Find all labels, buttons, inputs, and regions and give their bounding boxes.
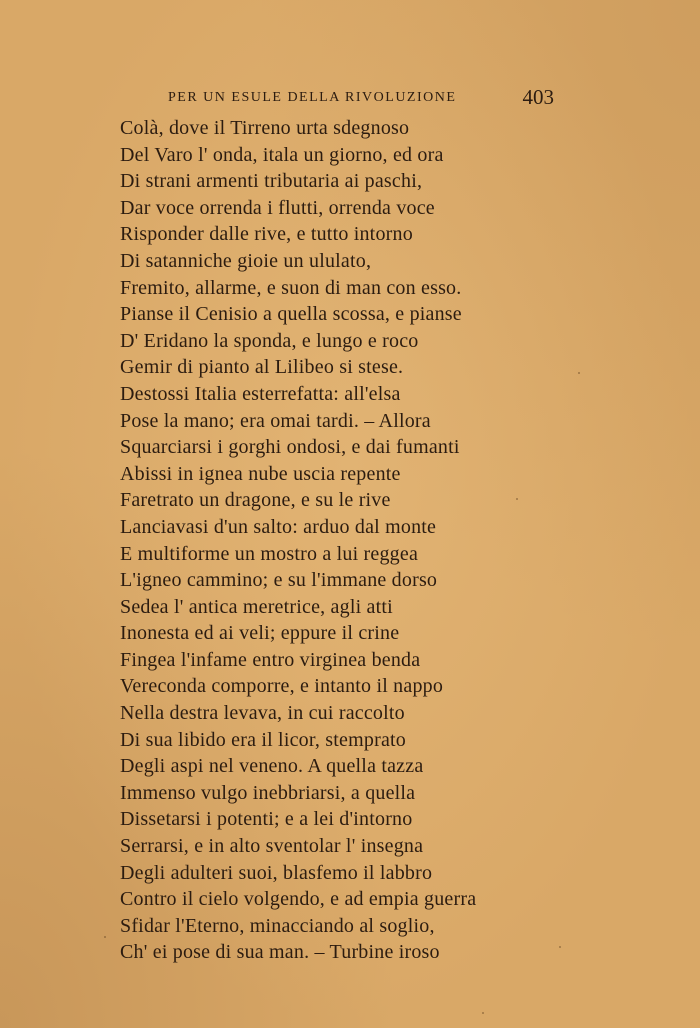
poem-line: Di sua libido era il licor, stemprato xyxy=(120,728,406,751)
poem-line: Ch' ei pose di sua man. – Turbine iroso xyxy=(120,941,440,964)
paper-speck xyxy=(578,372,580,374)
poem-line: E multiforme un mostro a lui reggea xyxy=(120,542,419,565)
poem-line: Dissetarsi i potenti; e a lei d'intorno xyxy=(120,808,413,831)
poem-line: Di satanniche gioie un ululato, xyxy=(120,249,372,272)
header-title: PER UN ESULE DELLA RIVOLUZIONE xyxy=(168,90,457,105)
running-head xyxy=(168,85,558,109)
poem-line: Fremito, allarme, e suon di man con esso. xyxy=(120,276,462,299)
poem-line: Nella destra levava, in cui raccolto xyxy=(120,702,405,725)
poem-line: Dar voce orrenda i flutti, orrenda voce xyxy=(120,196,435,219)
poem-line: Pose la mano; era omai tardi. – Allora xyxy=(120,409,431,432)
poem-line: Destossi Italia esterrefatta: all'elsa xyxy=(120,382,401,405)
paper-speck xyxy=(482,1012,484,1014)
poem-line: Pianse il Cenisio a quella scossa, e pianse xyxy=(120,303,462,326)
poem-line: Inonesta ed ai veli; eppure il crine xyxy=(120,622,400,645)
poem-line: Vereconda comporre, e intanto il nappo xyxy=(120,675,444,698)
paper-speck xyxy=(559,946,561,948)
poem-text xyxy=(120,115,560,966)
poem-line: Lanciavasi d'un salto: arduo dal monte xyxy=(120,515,437,538)
poem-line: Sfidar l'Eterno, minacciando al soglio, xyxy=(120,914,435,937)
poem-line: Gemir di pianto al Lilibeo si stese. xyxy=(120,356,404,379)
poem-line: Di strani armenti tributaria ai paschi, xyxy=(120,170,423,193)
poem-line: Serrarsi, e in alto sventolar l' insegna xyxy=(120,835,424,858)
poem-line: Immenso vulgo inebbriarsi, a quella xyxy=(120,781,416,804)
poem-line: Degli adulteri suoi, blasfemo il labbro xyxy=(120,861,433,884)
poem-line: Risponder dalle rive, e tutto intorno xyxy=(120,223,413,246)
poem-line: Del Varo l' onda, itala un giorno, ed ora xyxy=(120,143,444,166)
poem-line: Degli aspi nel veneno. A quella tazza xyxy=(120,755,424,778)
paper-speck xyxy=(516,498,518,500)
poem-line: Fingea l'infame entro virginea benda xyxy=(120,648,421,671)
poem-line: Squarciarsi i gorghi ondosi, e dai fumanti xyxy=(120,436,460,459)
poem-line: D' Eridano la sponda, e lungo e roco xyxy=(120,329,419,352)
poem-line: L'igneo cammino; e su l'immane dorso xyxy=(120,569,438,592)
poem-line: Faretrato un dragone, e su le rive xyxy=(120,489,391,512)
poem-line: Contro il cielo volgendo, e ad empia guerra xyxy=(120,888,477,911)
page-number: 403 xyxy=(522,85,554,109)
paper-speck xyxy=(104,936,106,938)
poem-line: Sedea l' antica meretrice, agli atti xyxy=(120,595,393,618)
poem-line: Colà, dove il Tirreno urta sdegnoso xyxy=(120,117,410,139)
poem-line: Abissi in ignea nube uscia repente xyxy=(120,462,401,485)
